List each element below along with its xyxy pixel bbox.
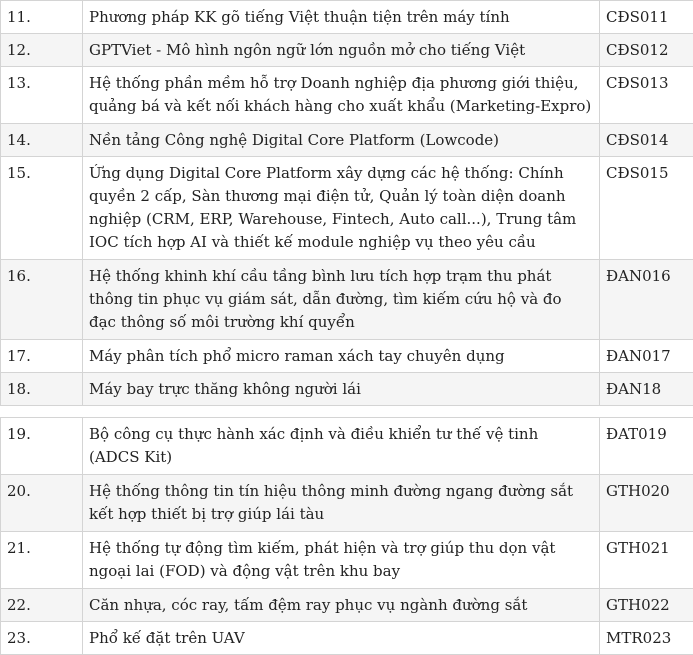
product-code: GTH021 bbox=[600, 532, 693, 589]
table-row bbox=[1, 475, 693, 532]
product-name: Phổ kế đặt trên UAV bbox=[83, 622, 600, 655]
table-row bbox=[1, 34, 693, 67]
row-number: 21. bbox=[1, 532, 83, 589]
row-number: 23. bbox=[1, 622, 83, 655]
row-number: 19. bbox=[1, 418, 83, 475]
row-number: 11. bbox=[1, 1, 83, 34]
product-code: GTH020 bbox=[600, 475, 693, 532]
product-name: Máy phân tích phổ micro raman xách tay chuyên dụng bbox=[83, 340, 600, 373]
product-code: CĐS013 bbox=[600, 67, 693, 124]
row-number: 20. bbox=[1, 475, 83, 532]
table-row bbox=[1, 124, 693, 157]
row-number: 16. bbox=[1, 260, 83, 340]
product-name: Hệ thống tự động tìm kiếm, phát hiện và trợ giúp thu dọn vật ngoại lai (FOD) và động vật trên khu bay bbox=[83, 532, 600, 589]
row-number: 13. bbox=[1, 67, 83, 124]
product-code: CĐS015 bbox=[600, 157, 693, 260]
row-number: 22. bbox=[1, 589, 83, 622]
product-code: GTH022 bbox=[600, 589, 693, 622]
product-name: Hệ thống thông tin tín hiệu thông minh đường ngang đường sắt kết hợp thiết bị trợ giúp lái tàu bbox=[83, 475, 600, 532]
table-row bbox=[1, 373, 693, 406]
product-code: MTR023 bbox=[600, 622, 693, 655]
row-number: 18. bbox=[1, 373, 83, 406]
row-number: 17. bbox=[1, 340, 83, 373]
table-row bbox=[1, 1, 693, 34]
product-table-part-2 bbox=[0, 417, 693, 655]
product-code: CĐS014 bbox=[600, 124, 693, 157]
product-name: Ứng dụng Digital Core Platform xây dựng các hệ thống: Chính quyền 2 cấp, Sàn thương mại điện tử, Quản lý toàn diện doanh nghiệp (CRM, ERP, Warehouse, Fintech, Auto call...), Trung tâm IOC tích hợp AI và thiết kế module nghiệp vụ theo yêu cầu bbox=[83, 157, 600, 260]
product-code: CĐS011 bbox=[600, 1, 693, 34]
table-row bbox=[1, 589, 693, 622]
table-row bbox=[1, 67, 693, 124]
product-name: Hệ thống khinh khí cầu tầng bình lưu tích hợp trạm thu phát thông tin phục vụ giám sát, dẫn đường, tìm kiếm cứu hộ và đo đạc thông số môi trường khí quyển bbox=[83, 260, 600, 340]
product-name: Phương pháp KK gõ tiếng Việt thuận tiện trên máy tính bbox=[83, 1, 600, 34]
product-code: CĐS012 bbox=[600, 34, 693, 67]
row-number: 14. bbox=[1, 124, 83, 157]
table-row bbox=[1, 418, 693, 475]
table-row bbox=[1, 340, 693, 373]
product-name: Nền tảng Công nghệ Digital Core Platform (Lowcode) bbox=[83, 124, 600, 157]
product-code: ĐAT019 bbox=[600, 418, 693, 475]
product-name: Hệ thống phần mềm hỗ trợ Doanh nghiệp địa phương giới thiệu, quảng bá và kết nối khách hàng cho xuất khẩu (Marketing-Expro) bbox=[83, 67, 600, 124]
product-name: GPTViet - Mô hình ngôn ngữ lớn nguồn mở cho tiếng Việt bbox=[83, 34, 600, 67]
product-name: Máy bay trực thăng không người lái bbox=[83, 373, 600, 406]
table-row bbox=[1, 157, 693, 260]
product-code: ĐAN017 bbox=[600, 340, 693, 373]
product-name: Căn nhựa, cóc ray, tấm đệm ray phục vụ ngành đường sắt bbox=[83, 589, 600, 622]
table-row bbox=[1, 622, 693, 655]
table-row bbox=[1, 532, 693, 589]
table-row bbox=[1, 260, 693, 340]
row-number: 12. bbox=[1, 34, 83, 67]
product-name: Bộ công cụ thực hành xác định và điều khiển tư thế vệ tinh (ADCS Kit) bbox=[83, 418, 600, 475]
product-code: ĐAN18 bbox=[600, 373, 693, 406]
product-code: ĐAN016 bbox=[600, 260, 693, 340]
row-number: 15. bbox=[1, 157, 83, 260]
